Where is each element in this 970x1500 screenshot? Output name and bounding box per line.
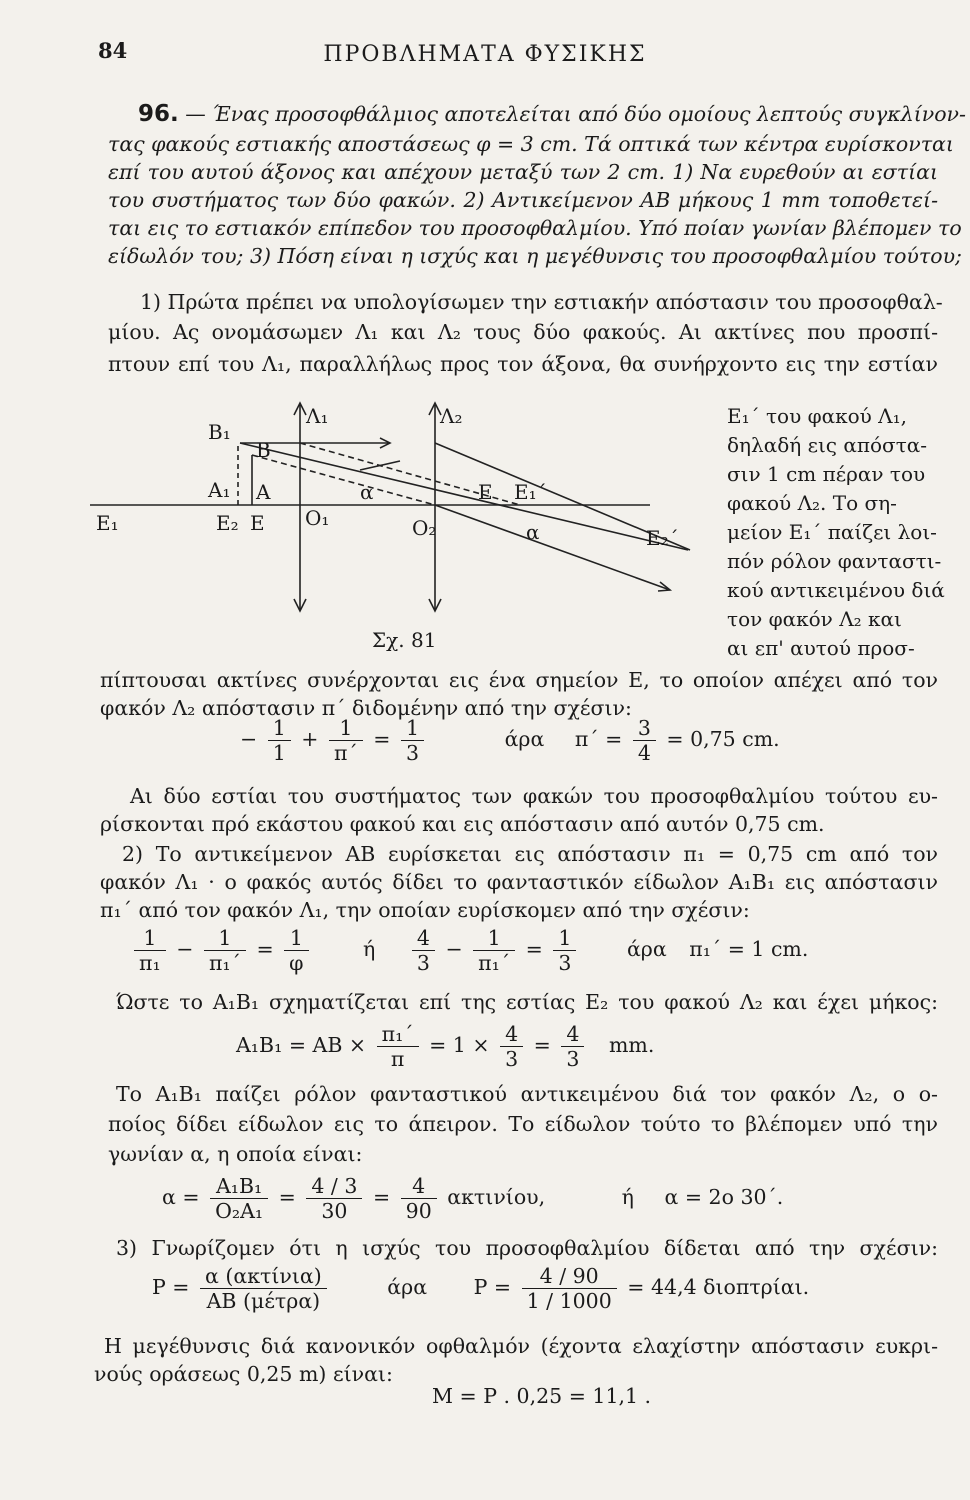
optics-figure bbox=[90, 395, 730, 660]
label-E-right: Ε bbox=[478, 480, 493, 504]
equation-5: P = $\frac{\text{α (ακτίνια)}}{\text{ΑΒ (μέτρα)}}$ άρα P = $\frac{4 / 90}{1 / 1000}$ = 44,4 διοπτρίαι. bbox=[152, 1264, 810, 1313]
equation-3: Α₁Β₁ = ΑΒ × $\frac{\text{π₁΄}}{\pi}$ = 1 × $\frac{4}{3}$ = $\frac{4}{3}$ mm. bbox=[236, 1022, 655, 1071]
solution-line-1: 1) Πρώτα πρέπει να υπολογίσωμεν την εστιακήν απόστασιν του προσοφθαλ- bbox=[140, 290, 943, 314]
label-E: Ε bbox=[250, 511, 265, 535]
para4-line-2: ποίος δίδει είδωλον εις το άπειρον. Το είδωλον τούτο το βλέπομεν υπό την bbox=[108, 1112, 938, 1136]
problem-dash: — bbox=[185, 102, 206, 126]
right-column-text: Ε₁΄ του φακού Λ₁, δηλαδή εις απόστα- σιν 1 cm πέραν του φακού Λ₂. Το ση- μείον Ε₁΄ παίζει λοι- πόν ρόλον φανταστι- κού αντικειμένου διά τον φακόν Λ₂ και αι επ' αυτού προσ- bbox=[727, 404, 945, 660]
equation-1: − $\frac{1}{1}$ + $\frac{1}{\pi΄}$ = $\frac{1}{3}$ άρα π΄ = $\frac{3}{4}$ = 0,75 cm. bbox=[240, 716, 780, 765]
para5-line: 3) Γνωρίζομεν ότι η ισχύς του προσοφθαλμίου δίδεται από την σχέσιν: bbox=[116, 1236, 938, 1260]
after-figure-line-2: φακόν Λ₂ απόστασιν π΄ διδομένην από την σχέσιν: bbox=[100, 696, 632, 720]
after-figure-line-1: πίπτουσαι ακτίνες συνέρχονται εις ένα σημείον Ε, το οποίον απέχει από τον bbox=[100, 668, 938, 692]
problem-line-5: ται εις το εστιακόν επίπεδον του προσοφθαλμίου. Υπό ποίαν γωνίαν βλέπομεν το bbox=[108, 216, 962, 240]
problem-line-1: 96. — Ένας προσοφθάλμιος αποτελείται από δύο ομοίους λεπτούς συγκλίνον- bbox=[138, 101, 966, 127]
label-alpha-2: α bbox=[526, 520, 540, 544]
para2-line-2: ρίσκονται πρό εκάστου φακού και εις απόστασιν από αυτόν 0,75 cm. bbox=[100, 812, 825, 836]
label-O2: O₂ bbox=[412, 516, 437, 540]
problem-line-3: επί του αυτού άξονος και απέχουν μεταξύ των 2 cm. 1) Να ευρεθούν αι εστίαι bbox=[108, 160, 938, 184]
para6-line-2: νούς οράσεως 0,25 m) είναι: bbox=[94, 1362, 393, 1386]
label-E2-prime: Ε₂΄ bbox=[646, 526, 679, 550]
label-B1: Β₁ bbox=[208, 420, 231, 444]
label-E1: Ε₁ bbox=[96, 511, 119, 535]
para3-line: Ώστε το Α₁Β₁ σχηματίζεται επί της εστίας Ε₂ του φακού Λ₂ και έχει μήκος: bbox=[116, 990, 938, 1014]
equation-2: $\frac{1}{\text{π₁}}$ − $\frac{1}{\text{π₁΄}}$ = $\frac{1}{\varphi}$ ή $\frac{4}{3}$ − $\frac{1}{\text{π₁΄}}$ = $\frac{1}{3}$ άρα π₁΄ = 1 cm. bbox=[130, 926, 808, 975]
ray-1 bbox=[240, 443, 688, 550]
equation-6: Μ = P . 0,25 = 11,1 . bbox=[432, 1384, 652, 1408]
ray-2-dashed bbox=[252, 455, 435, 505]
problem-line-2: τας φακούς εστιακής αποστάσεως φ = 3 cm. Τά οπτικά των κέντρα ευρίσκονται bbox=[108, 132, 954, 156]
problem-number: 96. bbox=[138, 101, 179, 127]
label-alpha: α bbox=[360, 480, 374, 504]
solution-line-2: μίου. Ας ονομάσωμεν Λ₁ και Λ₂ τους δύο φακούς. Αι ακτίνες που προσπί- bbox=[108, 320, 938, 344]
para2-line-4: φακόν Λ₁ · ο φακός αυτός δίδει το φανταστικόν είδωλον Α₁Β₁ εις απόστασιν bbox=[100, 870, 938, 894]
label-B: Β bbox=[256, 438, 271, 462]
label-A: Α bbox=[256, 480, 271, 504]
problem-line-6: είδωλόν του; 3) Πόση είναι η ισχύς και η μεγέθυνσις του προσοφθαλμίου τούτου; bbox=[108, 244, 962, 268]
label-O1: O₁ bbox=[305, 506, 330, 530]
para2-line-3: 2) Το αντικείμενον ΑΒ ευρίσκεται εις απόστασιν π₁ = 0,75 cm από τον bbox=[122, 842, 938, 866]
label-E1-prime: Ε₁΄ bbox=[514, 480, 547, 504]
label-E2: Ε₂ bbox=[216, 511, 239, 535]
para6-line-1: Η μεγέθυνσις διά κανονικόν οφθαλμόν (έχοντα ελαχίστην απόστασιν ευκρι- bbox=[104, 1334, 938, 1358]
label-A1: Α₁ bbox=[208, 478, 231, 502]
para4-line-3: γωνίαν α, η οποία είναι: bbox=[108, 1142, 363, 1166]
equation-4: α = $\frac{\text{Α₁Β₁}}{\text{Ο₂Α₁}}$ = $\frac{4 / 3}{30}$ = $\frac{4}{90}$ ακτινίου, ή α = 2ο 30΄. bbox=[162, 1174, 784, 1223]
running-head: ΠΡΟΒΛΗΜΑΤΑ ΦΥΣΙΚΗΣ bbox=[323, 42, 647, 67]
alpha-arc bbox=[360, 461, 400, 470]
label-L1: Λ₁ bbox=[306, 404, 329, 428]
page-number: 84 bbox=[98, 38, 128, 63]
para4-line-1: Το Α₁Β₁ παίζει ρόλον φανταστικού αντικειμένου διά τον φακόν Λ₂, ο ο- bbox=[116, 1082, 938, 1106]
page-header bbox=[0, 38, 970, 78]
para2-line-5: π₁΄ από τον φακόν Λ₁, την οποίαν ευρίσκομεν από την σχέσιν: bbox=[100, 898, 750, 922]
problem-line-4: του συστήματος των δύο φακών. 2) Αντικείμενον ΑΒ μήκους 1 mm τοποθετεί- bbox=[108, 188, 938, 212]
solution-line-3: πτουν επί του Λ₁, παραλλήλως προς τον άξονα, θα συνήρχοντο εις την εστίαν bbox=[108, 352, 938, 376]
para2-line-1: Αι δύο εστίαι του συστήματος των φακών του προσοφθαλμίου τούτου ευ- bbox=[130, 784, 938, 808]
figure-caption: Σχ. 81 bbox=[372, 628, 437, 652]
label-L2: Λ₂ bbox=[440, 404, 463, 428]
